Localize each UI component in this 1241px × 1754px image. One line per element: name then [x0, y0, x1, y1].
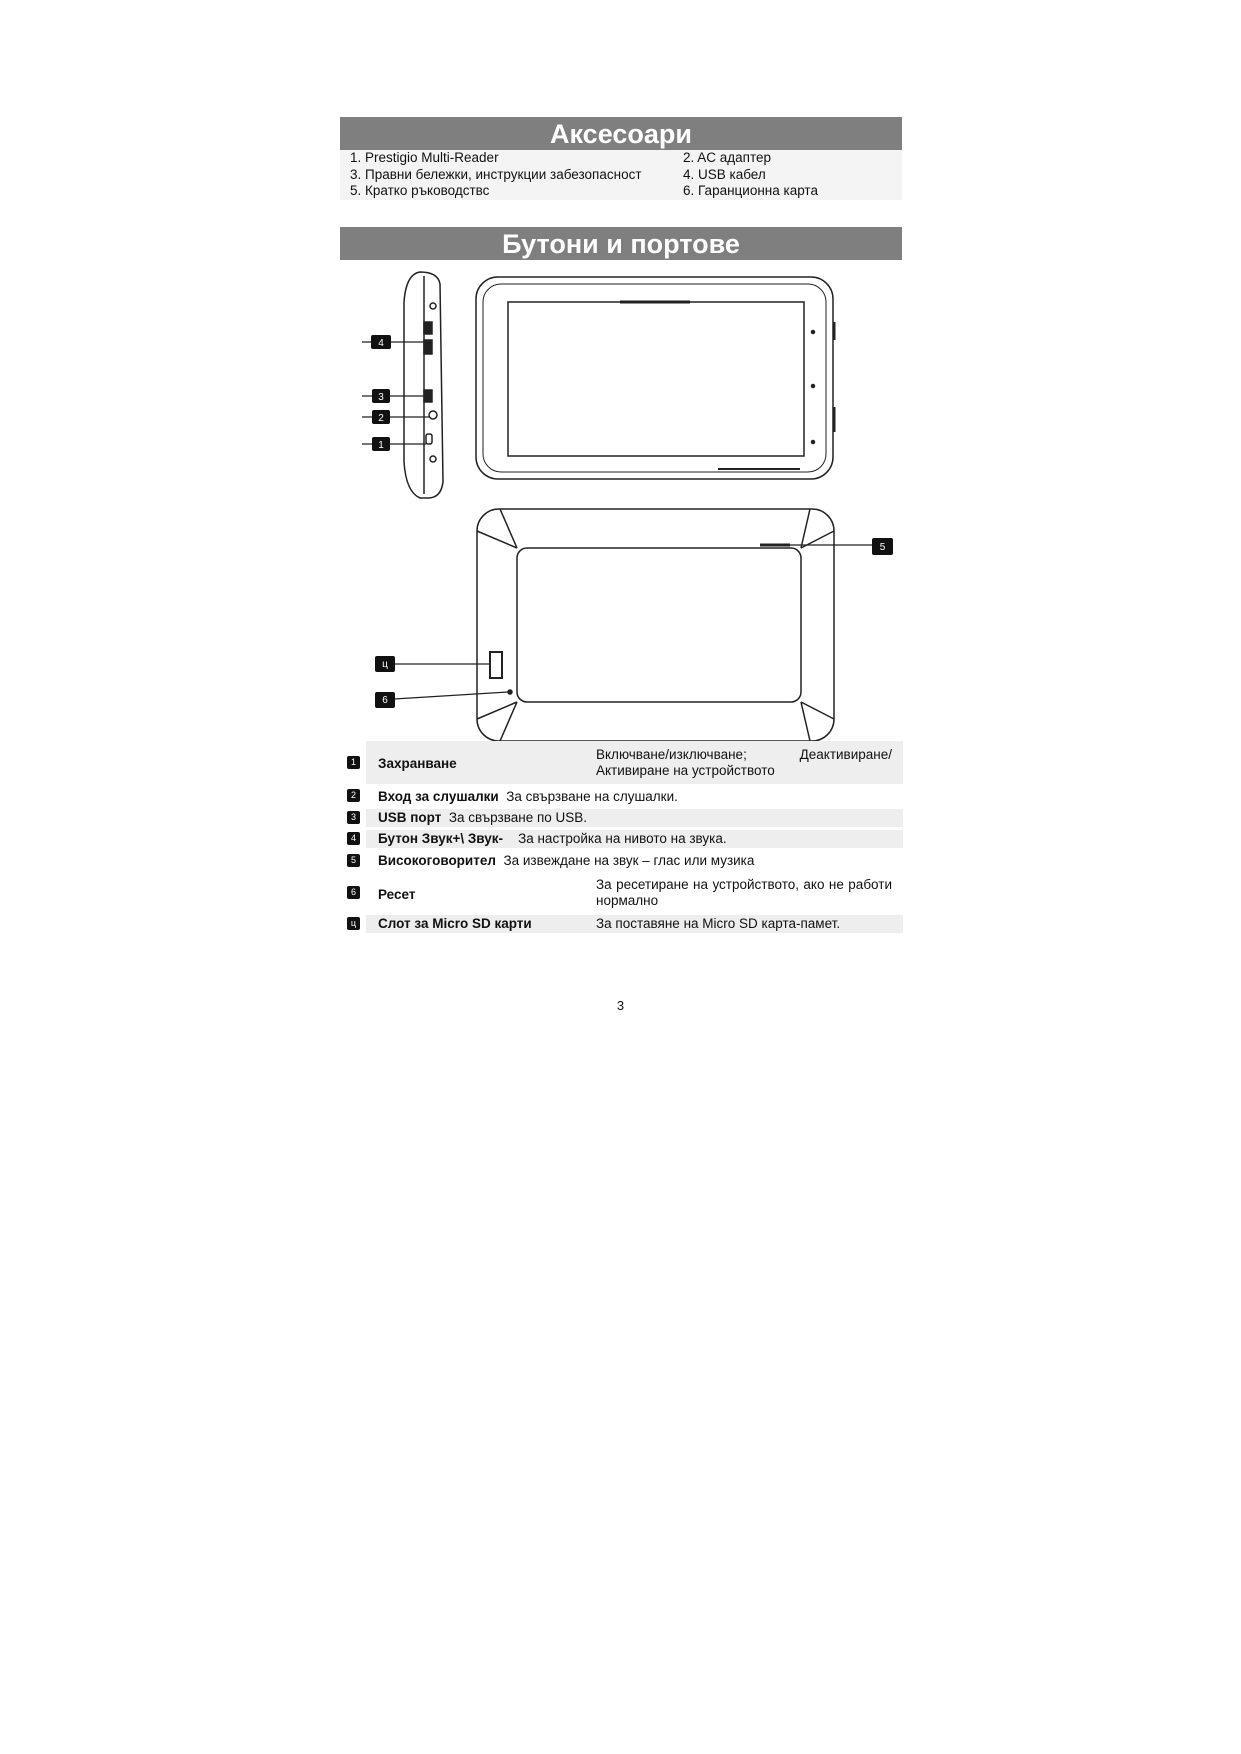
row-description: Включване/изключване; Деактивиране/ Активиране на устройството — [596, 747, 892, 778]
callout-label: 3 — [378, 392, 384, 403]
tablet-side-view — [404, 272, 443, 498]
table-row — [366, 852, 903, 870]
row-term: Високоговорител — [378, 853, 496, 868]
accessory-item: 6. Гаранционна карта — [683, 183, 818, 198]
callout-label: 1 — [378, 440, 384, 451]
row-number-badge: 4 — [347, 832, 360, 845]
callout-marker — [375, 656, 395, 672]
row-number-badge: 5 — [347, 854, 360, 867]
tablet-diagram — [340, 262, 910, 747]
row-cell — [378, 810, 587, 826]
row-term: Вход за слушалки — [378, 789, 499, 804]
row-term: Захранване — [378, 756, 457, 771]
tablet-back-view — [477, 509, 834, 741]
row-number-badge: 1 — [347, 756, 360, 769]
row-cell — [378, 831, 727, 847]
row-description: За поставяне на Micro SD карта-памет. — [596, 916, 841, 931]
row-number-badge: 3 — [347, 811, 360, 824]
table-row — [366, 809, 903, 827]
accessory-item: 3. Правни бележки, инструкции забезопасност — [350, 167, 642, 182]
tablet-front-view — [476, 277, 834, 479]
table-row — [366, 741, 903, 784]
callout-marker — [371, 335, 391, 349]
row-term: USB порт — [378, 810, 442, 825]
callout-label: 6 — [382, 695, 388, 706]
row-description: За настройка на нивото на звука. — [518, 831, 727, 846]
page-number: 3 — [616, 998, 625, 1013]
callout-marker — [375, 692, 395, 708]
callout-marker — [372, 410, 390, 424]
row-term: Слот за Micro SD карти — [378, 916, 532, 931]
callout-marker — [372, 389, 390, 403]
accessory-item: 2. AC адаптер — [683, 150, 772, 165]
row-description: За свързване по USB. — [448, 810, 588, 825]
accessory-item: 1. Prestigio Multi-Reader — [350, 150, 499, 165]
callout-label: 5 — [879, 542, 886, 553]
row-description: За свързване на слушалки. — [506, 789, 678, 804]
callout-label: 4 — [378, 338, 384, 349]
callout-label: 2 — [378, 413, 384, 424]
table-row — [366, 874, 903, 912]
accessory-item: 5. Кратко ръководствс — [350, 183, 490, 198]
row-cell — [378, 789, 678, 805]
row-description: За ресетиране на устройството, ако не работи нормално — [596, 877, 892, 908]
callout-label: ц — [382, 659, 388, 670]
accessories-title: Аксесоари — [340, 117, 902, 150]
row-term: Ресет — [378, 887, 416, 902]
callout-marker — [872, 538, 893, 555]
buttons-title: Бутони и портове — [340, 227, 902, 260]
callout-leaders — [362, 342, 872, 699]
row-number-badge: 2 — [347, 789, 360, 802]
row-term: Бутон Звук+\ Звук- — [378, 831, 504, 846]
accessory-item: 4. USB кабел — [683, 167, 766, 182]
table-row — [366, 788, 903, 806]
row-description: За извеждане на звук – глас или музика — [503, 853, 755, 868]
row-cell — [378, 853, 754, 869]
table-row — [366, 830, 903, 848]
table-row — [366, 915, 903, 933]
row-number-badge: ц — [347, 917, 360, 930]
callout-marker — [372, 437, 390, 451]
row-number-badge: 6 — [347, 886, 360, 899]
